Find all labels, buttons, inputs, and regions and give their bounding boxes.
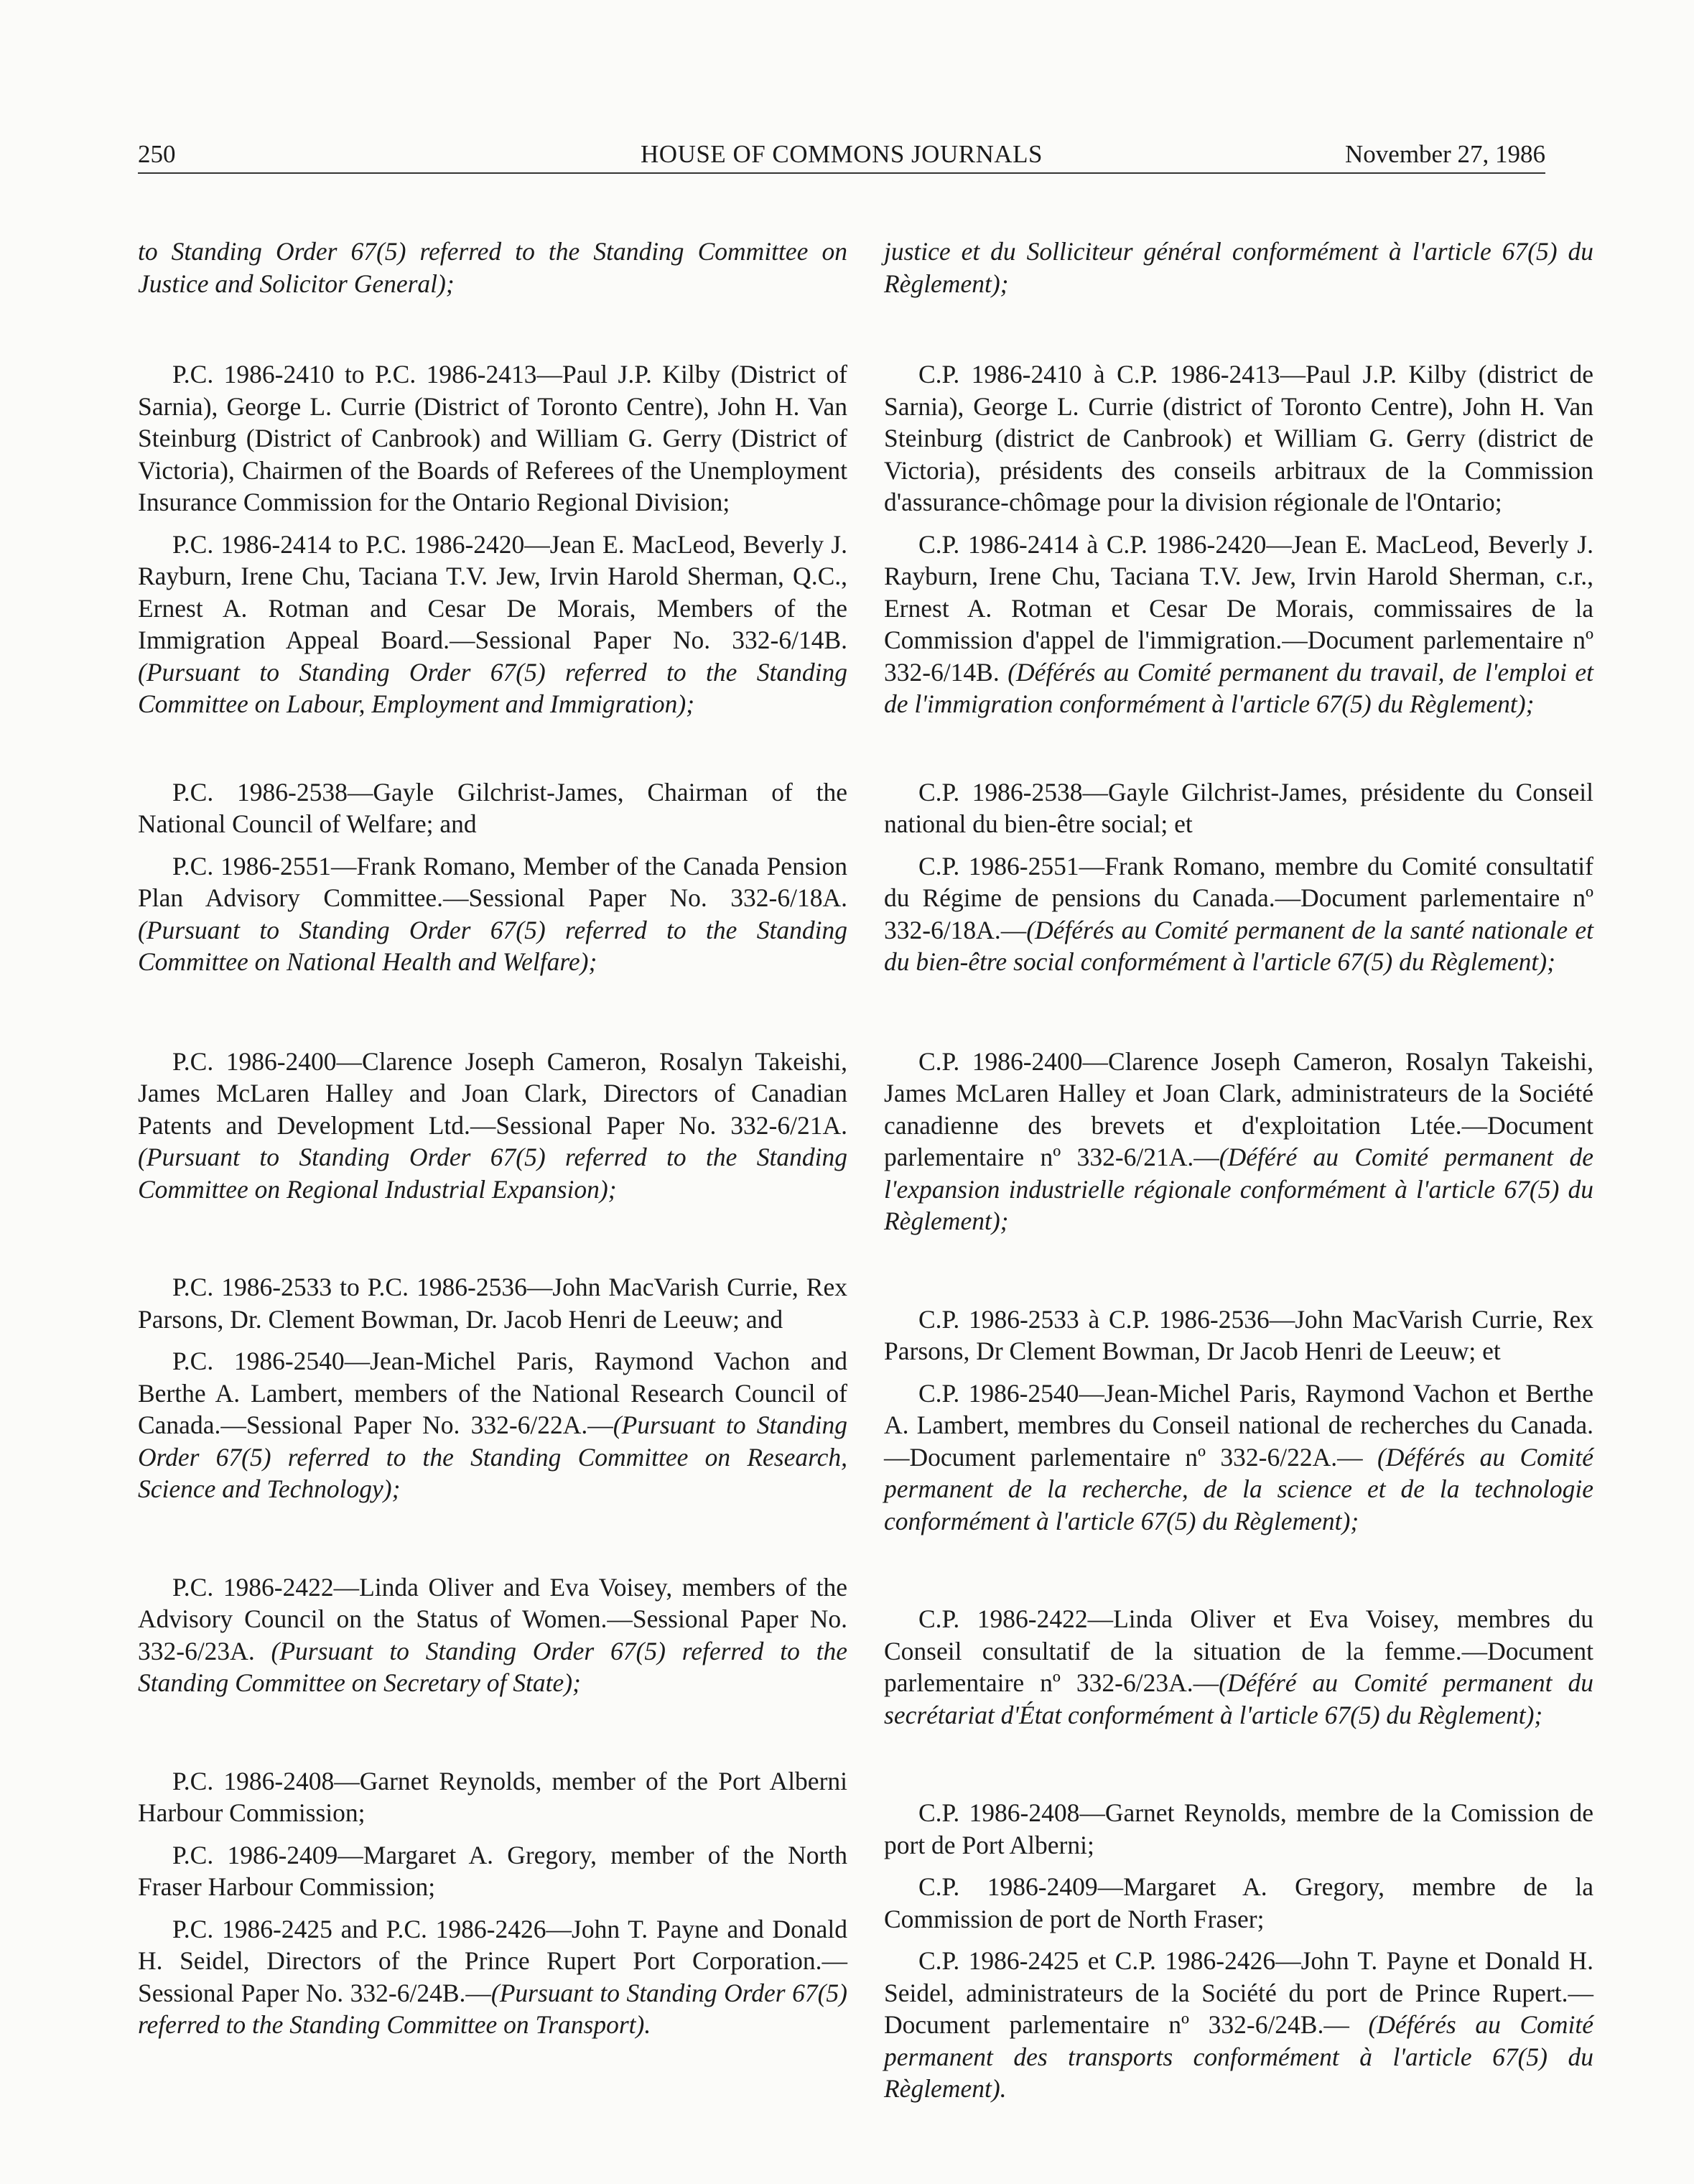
order-paragraph xyxy=(138,1046,847,1206)
order-text: P.C. 1986-2425 and P.C. 1986-2426—John T. Payne and Donald H. Seidel, Directors of the Prince Rupert Port Corporation.—Sessional Paper No. 332-6/24B.— xyxy=(138,1914,847,2007)
referral-note: (Déférés au Comité permanent de la santé nationale et du bien-être social conformément à l'article 67(5) du Règlement); xyxy=(884,915,1593,976)
entry-group xyxy=(884,1603,1593,1731)
order-paragraph xyxy=(884,529,1593,720)
entry-group xyxy=(884,358,1593,720)
entry-group xyxy=(884,1797,1593,2105)
entry-group xyxy=(884,776,1593,978)
entry-group xyxy=(138,1571,847,1699)
running-header xyxy=(138,136,1545,174)
referral-note: (Pursuant to Standing Order 67(5) referred to the Standing Committee on Regional Industrial Expansion); xyxy=(138,1143,847,1204)
referral-note: (Déféré au Comité permanent de l'expansion industrielle régionale conformément à l'article 67(5) du Règlement); xyxy=(884,1143,1593,1235)
order-paragraph xyxy=(884,1046,1593,1237)
order-paragraph xyxy=(884,1945,1593,2105)
order-paragraph xyxy=(138,529,847,720)
entry-group xyxy=(884,1046,1593,1237)
referral-note: (Déféré au Comité permanent du secrétariat d'État conformément à l'article 67(5) du Règlement); xyxy=(884,1668,1593,1729)
entry-group xyxy=(138,1271,847,1505)
order-paragraph xyxy=(138,1571,847,1699)
continued-paragraph: to Standing Order 67(5) referred to the Standing Committee on Justice and Solicitor General); xyxy=(138,237,847,298)
order-text: C.P. 1986-2414 à C.P. 1986-2420—Jean E. MacLeod, Beverly J. Rayburn, Irene Chu, Taciana T.V. Jew, Irvin Harold Sherman, c.r., Ernest A. Rotman et Cesar De Morais, commissaires de la Commission d'appel de l'immigration.—Document parlementaire nº 332-6/14B. xyxy=(884,529,1593,687)
order-paragraph xyxy=(884,1377,1593,1538)
referral-note: (Pursuant to Standing Order 67(5) referred to the Standing Committee on Transport). xyxy=(138,1978,847,2039)
order-paragraph xyxy=(138,1345,847,1505)
referral-note: (Pursuant to Standing Order 67(5) referred to the Standing Committee on Research, Science and Technology); xyxy=(138,1411,847,1503)
entry-group xyxy=(884,1304,1593,1538)
order-paragraph: C.P. 1986-2408—Garnet Reynolds, membre de la Comission de port de Port Alberni; xyxy=(884,1798,1593,1859)
order-text: P.C. 1986-2551—Frank Romano, Member of the Canada Pension Plan Advisory Committee.—Sessional Paper No. 332-6/18A. xyxy=(138,851,847,912)
header-date: November 27, 1986 xyxy=(1345,140,1545,168)
continued-paragraph: justice et du Solliciteur général conformément à l'article 67(5) du Règlement); xyxy=(884,237,1593,298)
order-text: C.P. 1986-2551—Frank Romano, membre du Comité consultatif du Régime de pensions du Canada.—Document parlementaire nº 332-6/18A.— xyxy=(884,851,1593,944)
order-paragraph: C.P. 1986-2533 à C.P. 1986-2536—John MacVarish Currie, Rex Parsons, Dr Clement Bowman, Dr Jacob Henri de Leeuw; et xyxy=(884,1304,1593,1365)
order-paragraph: P.C. 1986-2533 to P.C. 1986-2536—John MacVarish Currie, Rex Parsons, Dr. Clement Bowman, Dr. Jacob Henri de Leeuw; and xyxy=(138,1273,847,1334)
french-column xyxy=(884,236,1593,2105)
order-text: P.C. 1986-2540—Jean-Michel Paris, Raymond Vachon and Berthe A. Lambert, members of the National Research Council of Canada.—Sessional Paper No. 332-6/22A.— xyxy=(138,1347,847,1439)
page-number: 250 xyxy=(138,140,176,168)
order-paragraph: C.P. 1986-2409—Margaret A. Gregory, membre de la Commission de port de North Fraser; xyxy=(884,1872,1593,1933)
referral-note: (Déférés au Comité permanent du travail, de l'emploi et de l'immigration conformément à l'article 67(5) du Règlement); xyxy=(884,657,1593,718)
order-text: P.C. 1986-2414 to P.C. 1986-2420—Jean E. MacLeod, Beverly J. Rayburn, Irene Chu, Taciana T.V. Jew, Irvin Harold Sherman, Q.C., Ernest A. Rotman and Cesar De Morais, Members of the Immigration Appeal Board.—Sessional Paper No. 332-6/14B. xyxy=(138,529,847,654)
order-paragraph xyxy=(884,1603,1593,1731)
order-text: P.C. 1986-2422—Linda Oliver and Eva Voisey, members of the Advisory Council on the Status of Women.—Sessional Paper No. 332-6/23A. xyxy=(138,1572,847,1665)
order-paragraph: P.C. 1986-2409—Margaret A. Gregory, member of the North Fraser Harbour Commission; xyxy=(138,1840,847,1901)
referral-note: (Pursuant to Standing Order 67(5) referred to the Standing Committee on Labour, Employment and Immigration); xyxy=(138,657,847,718)
order-paragraph: C.P. 1986-2538—Gayle Gilchrist-James, présidente du Conseil national du bien-être social; et xyxy=(884,777,1593,838)
entry-group xyxy=(138,1046,847,1206)
order-text: C.P. 1986-2422—Linda Oliver et Eva Voisey, membres du Conseil consultatif de la situation de la femme.—Document parlementaire nº 332-6/23A.— xyxy=(884,1604,1593,1697)
entry-group xyxy=(884,236,1593,299)
order-paragraph: P.C. 1986-2410 to P.C. 1986-2413—Paul J.P. Kilby (District of Sarnia), George L. Currie (District of Toronto Centre), John H. Van Steinburg (District of Canbrook) and William G. Gerry (District of Victoria), Chairmen of the Boards of Referees of the Unemployment Insurance Commission for the Ontario Regional Division; xyxy=(138,360,847,516)
referral-note: (Déférés au Comité permanent des transports conformément à l'article 67(5) du Règlement). xyxy=(884,2010,1593,2103)
order-paragraph xyxy=(138,850,847,978)
order-paragraph: P.C. 1986-2538—Gayle Gilchrist-James, Chairman of the National Council of Welfare; and xyxy=(138,777,847,838)
entry-group xyxy=(138,358,847,720)
entry-group xyxy=(138,776,847,978)
referral-note: (Déférés au Comité permanent de la recherche, de la science et de la technologie conformément à l'article 67(5) du Règlement); xyxy=(884,1442,1593,1535)
order-paragraph: C.P. 1986-2410 à C.P. 1986-2413—Paul J.P. Kilby (district de Sarnia), George L. Currie (district of Toronto Centre), John H. Van Steinburg (district de Canbrook) et William G. Gerry (district de Victoria), présidents des conseils arbitraux de la Commission d'assurance-chômage pour la division régionale de l'Ontario; xyxy=(884,360,1593,516)
entry-group xyxy=(138,1765,847,2041)
english-column xyxy=(138,236,847,2041)
order-text: C.P. 1986-2400—Clarence Joseph Cameron, Rosalyn Takeishi, James McLaren Halley et Joan Clark, administrateurs de la Société canadienne des brevets et d'exploitation Ltée.—Document parlementaire nº 332-6/21A.— xyxy=(884,1046,1593,1171)
order-text: P.C. 1986-2400—Clarence Joseph Cameron, Rosalyn Takeishi, James McLaren Halley and Joan Clark, Directors of Canadian Patents and Development Ltd.—Sessional Paper No. 332-6/21A. xyxy=(138,1046,847,1140)
entry-group xyxy=(138,236,847,299)
order-paragraph: P.C. 1986-2408—Garnet Reynolds, member of the Port Alberni Harbour Commission; xyxy=(138,1766,847,1827)
order-text: C.P. 1986-2425 et C.P. 1986-2426—John T. Payne et Donald H. Seidel, administrateurs de la Société du port de Prince Rupert.—Document parlementaire nº 332-6/24B.— xyxy=(884,1946,1593,2039)
order-paragraph xyxy=(138,1913,847,2041)
order-text: C.P. 1986-2540—Jean-Michel Paris, Raymond Vachon et Berthe A. Lambert, membres du Conseil national de recherches du Canada.—Document parlementaire nº 332-6/22A.— xyxy=(884,1378,1593,1472)
journal-title: HOUSE OF COMMONS JOURNALS xyxy=(641,140,1043,168)
referral-note: (Pursuant to Standing Order 67(5) referred to the Standing Committee on National Health and Welfare); xyxy=(138,915,847,976)
order-paragraph xyxy=(884,850,1593,978)
referral-note: (Pursuant to Standing Order 67(5) referred to the Standing Committee on Secretary of State); xyxy=(138,1636,848,1697)
